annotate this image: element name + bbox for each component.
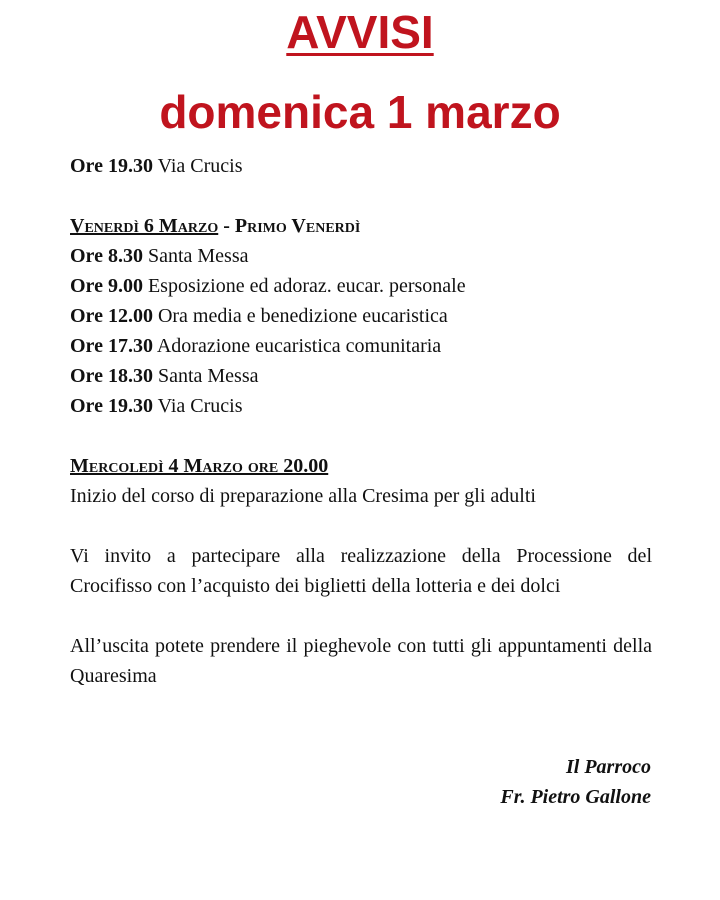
schedule-time: Ore 12.00 — [70, 305, 153, 327]
schedule-time: Ore 18.30 — [70, 365, 153, 387]
signature-role: Il Parroco — [566, 756, 651, 778]
schedule-item-friday-2 — [70, 301, 652, 331]
page-title — [0, 4, 720, 60]
schedule-time: Ore 19.30 — [70, 395, 153, 417]
schedule-time: Ore 9.00 — [70, 275, 143, 297]
wednesday-heading — [70, 451, 652, 481]
spacer — [70, 601, 652, 631]
schedule-item-friday-4 — [70, 361, 652, 391]
friday-heading-separator: - — [218, 215, 235, 237]
wednesday-text: Inizio del corso di preparazione alla Cresima per gli adulti — [70, 485, 536, 507]
spacer — [70, 511, 652, 541]
page-title-text: AVVISI — [286, 6, 434, 58]
schedule-text: Esposizione ed adoraz. eucar. personale — [147, 275, 466, 297]
schedule-text: Via Crucis — [157, 155, 243, 177]
schedule-time: Ore 8.30 — [70, 245, 143, 267]
schedule-item-sunday-0 — [70, 151, 652, 181]
spacer — [70, 421, 652, 451]
schedule-item-friday-0 — [70, 241, 652, 271]
schedule-time: Ore 17.30 — [70, 335, 153, 357]
friday-heading-note: Primo Venerdì — [234, 215, 361, 237]
friday-heading — [70, 211, 652, 241]
notice-paragraph-leaflet: All’uscita potete prendere il pieghevole con tutti gli appuntamenti della Quaresima — [70, 635, 652, 687]
friday-heading-day: Venerdì 6 Marzo — [70, 215, 219, 237]
schedule-item-friday-3 — [70, 331, 652, 361]
signature-name: Fr. Pietro Gallone — [500, 786, 651, 808]
notice-body — [70, 151, 652, 691]
signature-block — [500, 752, 651, 812]
schedule-text: Via Crucis — [157, 395, 243, 417]
schedule-text: Adorazione eucaristica comunitaria — [156, 335, 442, 357]
schedule-text: Ora media e benedizione eucaristica — [157, 305, 448, 327]
schedule-text: Santa Messa — [157, 365, 259, 387]
wednesday-heading-text: Mercoledì 4 Marzo ore 20.00 — [70, 455, 329, 477]
schedule-item-friday-1 — [70, 271, 652, 301]
schedule-item-friday-5 — [70, 391, 652, 421]
page-subtitle: domenica 1 marzo — [159, 86, 561, 138]
schedule-time: Ore 19.30 — [70, 155, 153, 177]
spacer — [70, 181, 652, 211]
schedule-text: Santa Messa — [147, 245, 249, 267]
notice-paragraph-lottery: Vi invito a partecipare alla realizzazione della Processione del Crocifisso con l’acquisto dei biglietti della lotteria e dei dolci — [70, 545, 652, 597]
